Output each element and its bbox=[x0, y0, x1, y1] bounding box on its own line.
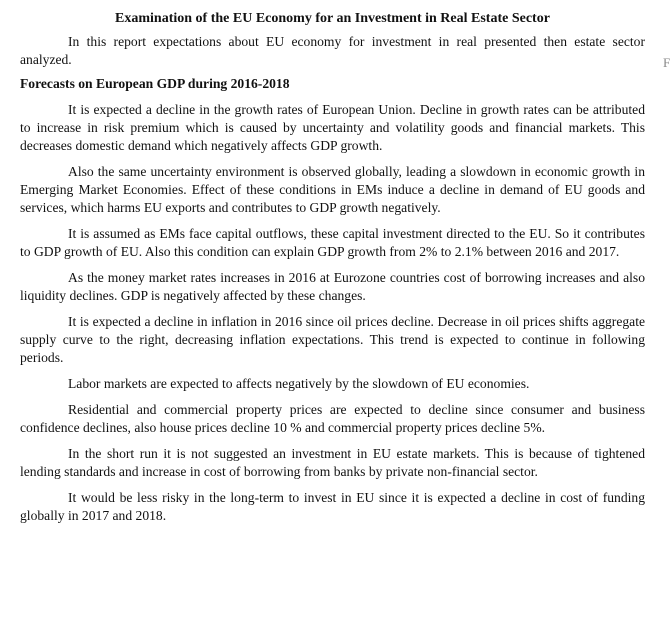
body-paragraph: It is assumed as EMs face capital outflows, these capital investment directed to the EU. So it contributes to GDP growth of EU. Also this condition can explain GDP growth from 2% to 2.1% between 2016 and 2017. bbox=[20, 226, 645, 259]
document-page bbox=[20, 10, 645, 533]
body-paragraph: In the short run it is not suggested an investment in EU estate markets. This is because of tightened lending standards and increase in cost of borrowing from banks by private non-financial sector. bbox=[20, 446, 645, 479]
body-paragraph: It is expected a decline in inflation in 2016 since oil prices decline. Decrease in oil prices shifts aggregate supply curve to the right, decreasing inflation expectations. This trend is expected to continue in following periods. bbox=[20, 314, 645, 365]
intro-paragraph: In this report expectations about EU economy for investment in real presented then estate sector analyzed. bbox=[20, 34, 645, 67]
body-paragraph: It is expected a decline in the growth rates of European Union. Decline in growth rates can be attributed to increase in risk premium which is caused by uncertainty and volatility goods and financial markets. This decreases domestic demand which negatively affects GDP growth. bbox=[20, 102, 645, 153]
document-title: Examination of the EU Economy for an Investment in Real Estate Sector bbox=[115, 11, 550, 26]
cropped-margin-text: F bbox=[663, 55, 671, 70]
body-paragraph: It would be less risky in the long-term to invest in EU since it is expected a decline in cost of funding globally in 2017 and 2018. bbox=[20, 490, 645, 523]
body-paragraph: As the money market rates increases in 2016 at Eurozone countries cost of borrowing increases and also liquidity declines. GDP is negatively affected by these changes. bbox=[20, 270, 645, 303]
body-paragraph: Also the same uncertainty environment is observed globally, leading a slowdown in economic growth in Emerging Market Economies. Effect of these conditions in EMs induce a decline in demand of EU goods and services, which harms EU exports and contributes to GDP growth negatively. bbox=[20, 164, 645, 215]
body-paragraph: Residential and commercial property prices are expected to decline since consumer and business confidence declines, also house prices decline 10 % and commercial property prices decline 5%. bbox=[20, 402, 645, 435]
body-paragraph: Labor markets are expected to affects negatively by the slowdown of EU economies. bbox=[68, 376, 530, 391]
section-heading: Forecasts on European GDP during 2016-2018 bbox=[20, 76, 290, 91]
